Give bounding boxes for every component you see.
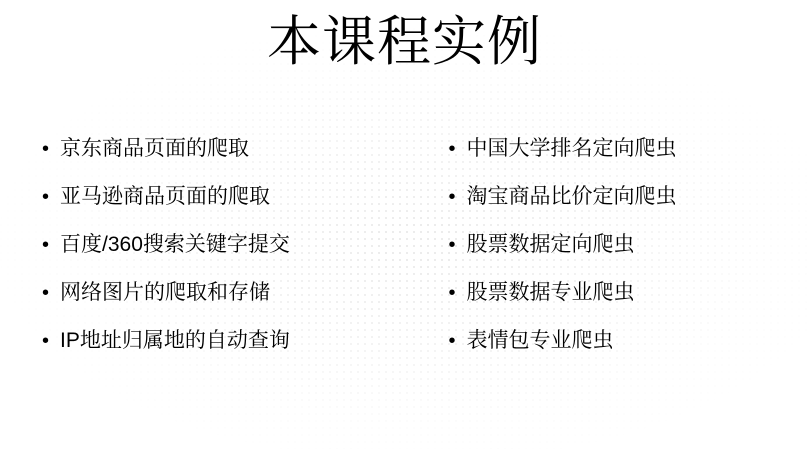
bullet-dot-icon: •	[42, 330, 50, 352]
list-item	[42, 280, 395, 306]
list-item-label: 表情包专业爬虫	[466, 329, 614, 352]
list-item-label: 中国大学排名定向爬虫	[466, 137, 677, 160]
bullet-dot-icon: •	[42, 186, 50, 208]
slide-title: 本课程实例	[267, 12, 542, 72]
list-item-label: 淘宝商品比价定向爬虫	[466, 185, 677, 208]
bullet-dot-icon: •	[448, 138, 456, 160]
bullet-dot-icon: •	[42, 234, 50, 256]
list-item	[449, 184, 800, 210]
bullet-columns	[0, 136, 809, 354]
list-item	[449, 136, 800, 162]
list-item-label: 亚马逊商品页面的爬取	[60, 185, 270, 208]
list-item-label: 股票数据定向爬虫	[466, 233, 635, 256]
list-item	[449, 328, 800, 354]
list-item-label: 网络图片的爬取和存储	[60, 281, 270, 304]
list-item	[42, 328, 395, 354]
list-item-label: 股票数据专业爬虫	[466, 281, 635, 304]
bullet-dot-icon: •	[448, 234, 456, 256]
right-bullet-list	[449, 136, 800, 354]
bullet-dot-icon: •	[448, 330, 456, 352]
list-item-label: IP地址归属地的自动查询	[60, 329, 290, 352]
list-item	[42, 232, 395, 258]
list-item	[449, 232, 800, 258]
bullet-dot-icon: •	[42, 138, 50, 160]
left-bullet-list	[42, 136, 395, 354]
bullet-dot-icon: •	[448, 186, 456, 208]
left-column	[0, 136, 405, 354]
list-item	[42, 184, 395, 210]
bullet-dot-icon: •	[448, 282, 456, 304]
list-item-label: 百度/360搜索关键字提交	[60, 233, 290, 256]
right-column	[405, 136, 809, 354]
bullet-dot-icon: •	[42, 282, 50, 304]
list-item-label: 京东商品页面的爬取	[60, 137, 249, 160]
list-item	[42, 136, 395, 162]
list-item	[449, 280, 800, 306]
